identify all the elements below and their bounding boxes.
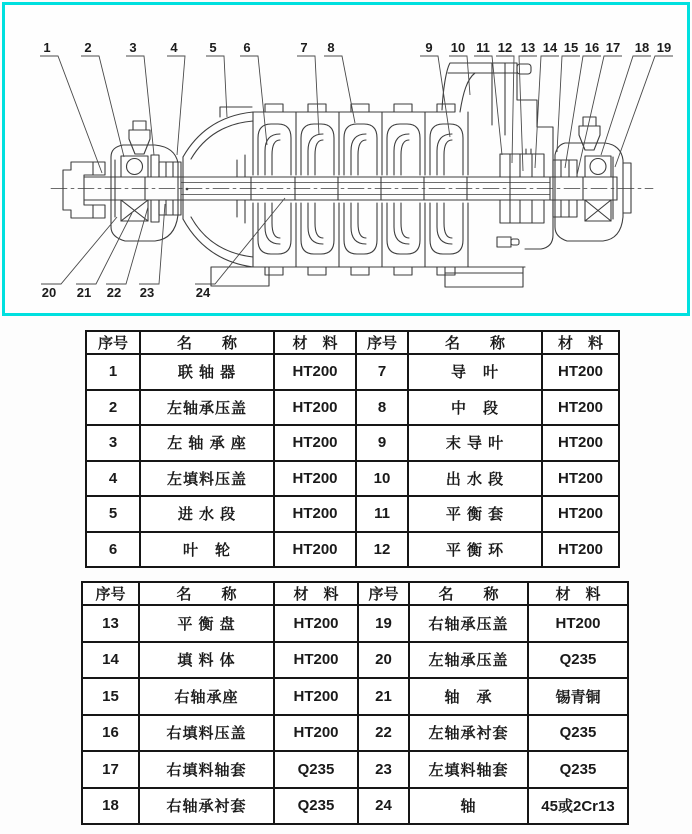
column-header: 材 料 <box>528 582 628 605</box>
material-cell: HT200 <box>274 605 358 642</box>
part-name-cell: 导 叶 <box>408 354 542 390</box>
material-cell: HT200 <box>542 425 619 461</box>
table-row <box>82 642 628 679</box>
material-cell: HT200 <box>542 461 619 497</box>
material-cell: HT200 <box>274 496 356 532</box>
part-name-cell: 右轴承压盖 <box>409 605 528 642</box>
part-number-cell: 8 <box>356 390 408 426</box>
table-row <box>82 605 628 642</box>
part-name-cell: 左填料压盖 <box>140 461 274 497</box>
pump-feet <box>211 237 523 287</box>
part-name-cell: 轴 承 <box>409 678 528 715</box>
column-header: 名 称 <box>409 582 528 605</box>
part-number-cell: 22 <box>358 715 409 752</box>
callout-10: 10 <box>450 40 466 55</box>
material-cell: HT200 <box>274 678 358 715</box>
callout-14: 14 <box>542 40 558 55</box>
part-name-cell: 中 段 <box>408 390 542 426</box>
part-number-cell: 24 <box>358 788 409 825</box>
part-name-cell: 右轴承衬套 <box>139 788 274 825</box>
discharge-section <box>442 63 553 249</box>
balance-device <box>500 149 544 223</box>
table-row <box>86 354 619 390</box>
material-cell: HT200 <box>542 354 619 390</box>
part-number-cell: 21 <box>358 678 409 715</box>
table-row <box>82 715 628 752</box>
material-cell: HT200 <box>274 461 356 497</box>
part-number-cell: 1 <box>86 354 140 390</box>
part-number-cell: 6 <box>86 532 140 568</box>
part-number-cell: 19 <box>358 605 409 642</box>
inlet-section <box>183 107 253 267</box>
part-name-cell: 进 水 段 <box>140 496 274 532</box>
part-name-cell: 末 导 叶 <box>408 425 542 461</box>
callout-11: 11 <box>476 40 490 55</box>
material-cell: HT200 <box>274 390 356 426</box>
column-header: 序号 <box>356 331 408 354</box>
part-number-cell: 13 <box>82 605 139 642</box>
material-cell: HT200 <box>274 354 356 390</box>
header-row <box>86 331 619 354</box>
callout-13: 13 <box>520 40 536 55</box>
callout-12: 12 <box>497 40 513 55</box>
material-cell: 锡青铜 <box>528 678 628 715</box>
callout-16: 16 <box>584 40 600 55</box>
part-name-cell: 左填料轴套 <box>409 751 528 788</box>
material-cell: HT200 <box>274 642 358 679</box>
parts-table-top <box>85 330 620 568</box>
table-row <box>86 390 619 426</box>
part-name-cell: 轴 <box>409 788 528 825</box>
part-name-cell: 左轴承压盖 <box>140 390 274 426</box>
part-name-cell: 填 料 体 <box>139 642 274 679</box>
material-cell: HT200 <box>542 390 619 426</box>
callout-9: 9 <box>425 40 433 55</box>
part-name-cell: 右填料轴套 <box>139 751 274 788</box>
callout-1: 1 <box>43 40 51 55</box>
material-cell: 45或2Cr13 <box>528 788 628 825</box>
material-cell: HT200 <box>542 496 619 532</box>
material-cell: Q235 <box>274 751 358 788</box>
part-name-cell: 右填料压盖 <box>139 715 274 752</box>
pump-drawing-svg <box>5 5 687 313</box>
callout-7: 7 <box>300 40 308 55</box>
material-cell: Q235 <box>274 788 358 825</box>
material-cell: HT200 <box>274 425 356 461</box>
part-name-cell: 叶 轮 <box>140 532 274 568</box>
table-row <box>86 461 619 497</box>
part-number-cell: 5 <box>86 496 140 532</box>
material-cell: HT200 <box>542 532 619 568</box>
callout-6: 6 <box>243 40 251 55</box>
callout-18: 18 <box>634 40 650 55</box>
right-bearing-assembly <box>555 117 631 241</box>
part-name-cell: 平 衡 套 <box>408 496 542 532</box>
column-header: 材 料 <box>274 331 356 354</box>
callout-5: 5 <box>209 40 217 55</box>
part-number-cell: 2 <box>86 390 140 426</box>
column-header: 序号 <box>82 582 139 605</box>
column-header: 序号 <box>358 582 409 605</box>
part-number-cell: 15 <box>82 678 139 715</box>
callout-15: 15 <box>563 40 579 55</box>
pump-cross-section-diagram <box>2 2 690 316</box>
callout-3: 3 <box>129 40 137 55</box>
callout-leaders <box>40 56 673 284</box>
part-number-cell: 18 <box>82 788 139 825</box>
callout-4: 4 <box>170 40 178 55</box>
part-name-cell: 联 轴 器 <box>140 354 274 390</box>
part-number-cell: 4 <box>86 461 140 497</box>
callout-22: 22 <box>106 285 122 300</box>
material-cell: Q235 <box>528 715 628 752</box>
table-row <box>86 496 619 532</box>
column-header: 序号 <box>86 331 140 354</box>
callout-8: 8 <box>327 40 335 55</box>
part-name-cell: 左轴承衬套 <box>409 715 528 752</box>
parts-table-bottom <box>81 581 629 825</box>
column-header: 材 料 <box>274 582 358 605</box>
material-cell: HT200 <box>274 715 358 752</box>
part-number-cell: 10 <box>356 461 408 497</box>
part-number-cell: 7 <box>356 354 408 390</box>
callout-21: 21 <box>76 285 92 300</box>
part-number-cell: 14 <box>82 642 139 679</box>
part-name-cell: 右轴承座 <box>139 678 274 715</box>
part-name-cell: 出 水 段 <box>408 461 542 497</box>
callout-20: 20 <box>41 285 57 300</box>
column-header: 名 称 <box>140 331 274 354</box>
impeller-stages <box>253 104 525 275</box>
table-row <box>86 425 619 461</box>
part-name-cell: 平 衡 盘 <box>139 605 274 642</box>
table-row <box>82 788 628 825</box>
part-number-cell: 9 <box>356 425 408 461</box>
part-number-cell: 23 <box>358 751 409 788</box>
coupling <box>63 162 105 218</box>
material-cell: HT200 <box>274 532 356 568</box>
table-row <box>86 532 619 568</box>
material-cell: Q235 <box>528 642 628 679</box>
part-name-cell: 左轴承压盖 <box>409 642 528 679</box>
part-number-cell: 20 <box>358 642 409 679</box>
part-number-cell: 16 <box>82 715 139 752</box>
callout-2: 2 <box>84 40 92 55</box>
table-row <box>82 678 628 715</box>
callout-17: 17 <box>605 40 621 55</box>
part-name-cell: 平 衡 环 <box>408 532 542 568</box>
column-header: 名 称 <box>139 582 274 605</box>
part-number-cell: 12 <box>356 532 408 568</box>
part-number-cell: 3 <box>86 425 140 461</box>
callout-19: 19 <box>656 40 672 55</box>
column-header: 名 称 <box>408 331 542 354</box>
part-number-cell: 17 <box>82 751 139 788</box>
callout-23: 23 <box>139 285 155 300</box>
part-name-cell: 左 轴 承 座 <box>140 425 274 461</box>
header-row <box>82 582 628 605</box>
callout-24: 24 <box>195 285 211 300</box>
material-cell: Q235 <box>528 751 628 788</box>
part-number-cell: 11 <box>356 496 408 532</box>
table-row <box>82 751 628 788</box>
column-header: 材 料 <box>542 331 619 354</box>
material-cell: HT200 <box>528 605 628 642</box>
